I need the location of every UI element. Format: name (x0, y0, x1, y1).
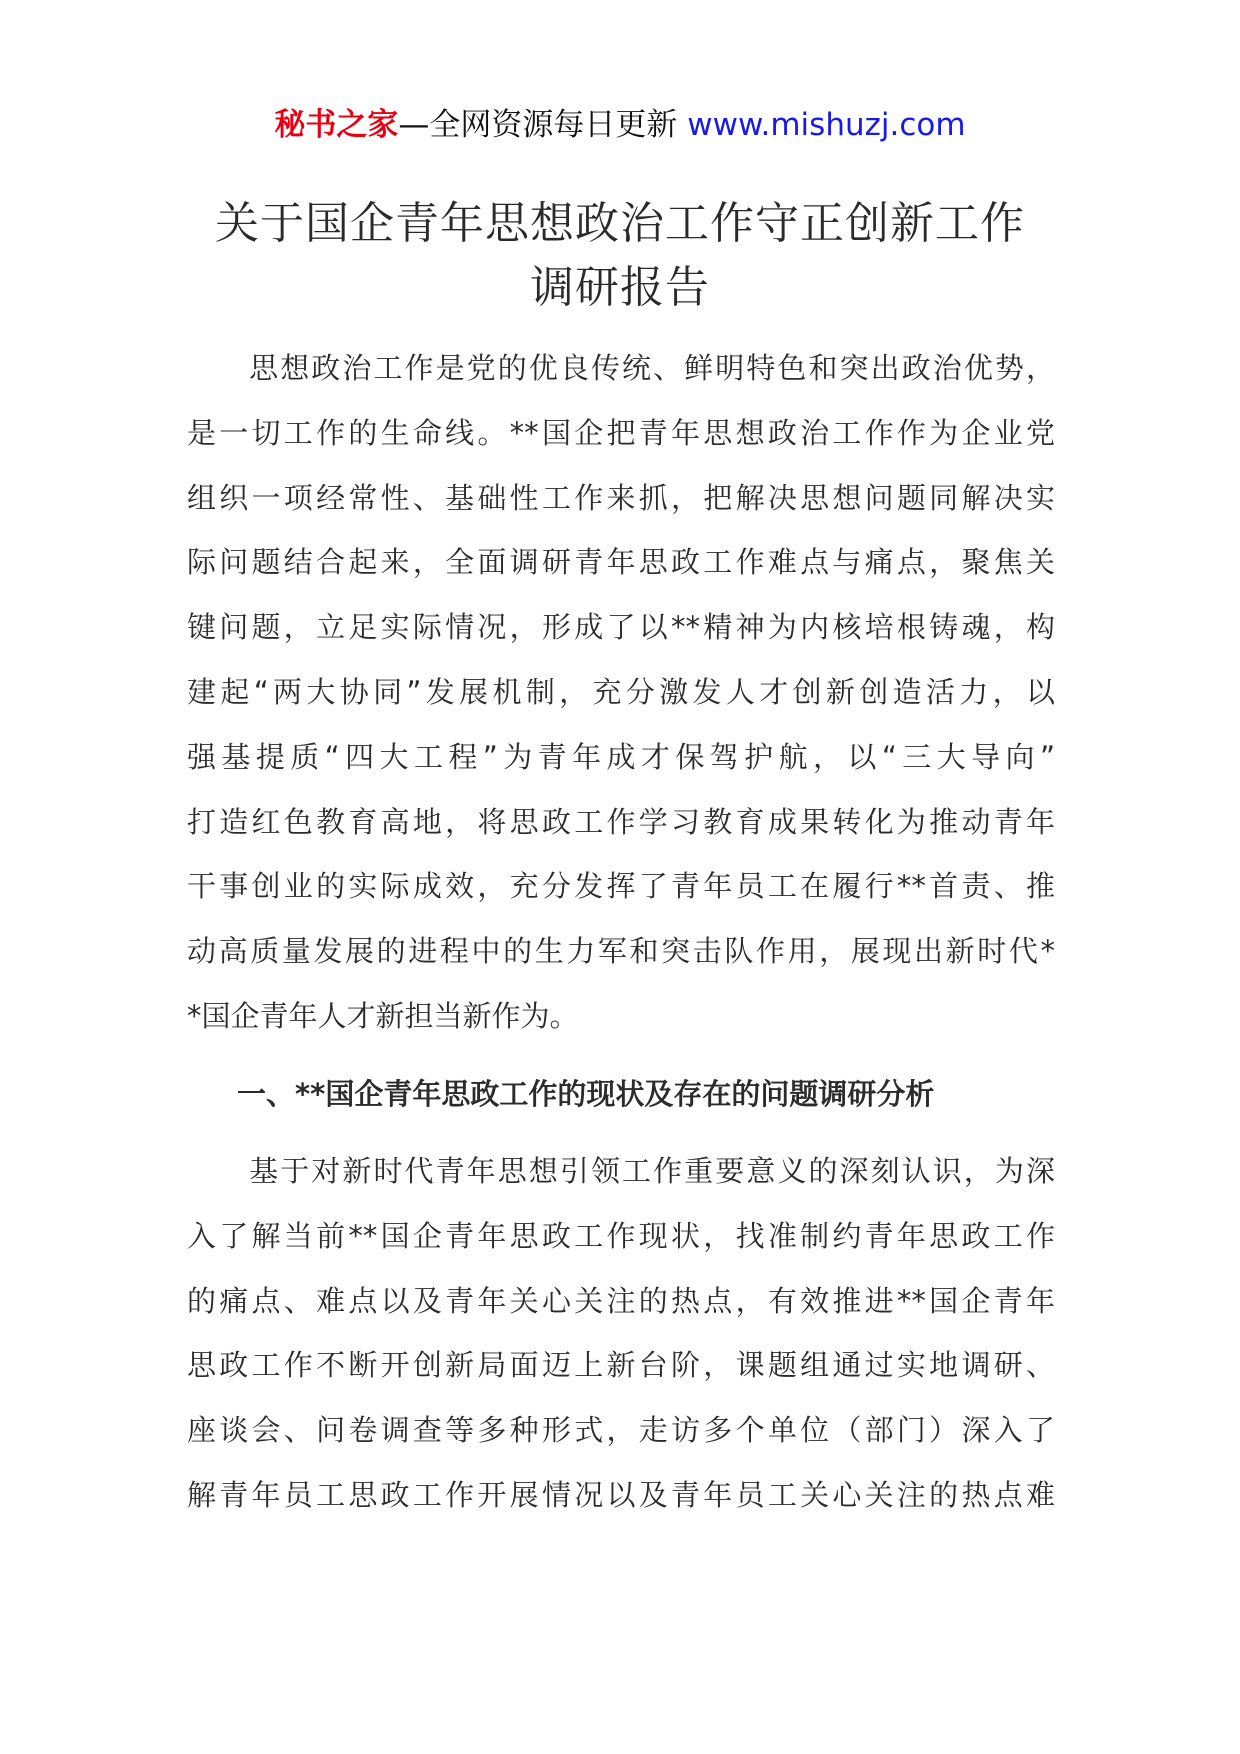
text-line: 是一切工作的生命线。**国企把青年思想政治工作作为企业党 (187, 415, 1055, 450)
title-line: 调研报告 (530, 262, 710, 313)
text-line: 的痛点、难点以及青年关心关注的热点，有效推进**国企青年 (187, 1283, 1055, 1318)
text-line: 思政工作不断开创新局面迈上新台阶，课题组通过实地调研、 (187, 1348, 1055, 1383)
text-line: 解青年员工思政工作开展情况以及青年员工关心关注的热点难 (187, 1477, 1055, 1512)
text-line: 座谈会、问卷调查等多种形式，走访多个单位（部门）深入了 (187, 1413, 1055, 1448)
title-line: 关于国企青年思想政治工作守正创新工作 (215, 198, 1025, 249)
header-tagline: —全网资源每日更新 (398, 107, 678, 143)
text-line: 键问题，立足实际情况，形成了以**精神为内核培根铸魂，构 (187, 610, 1055, 645)
site-header (0, 100, 1240, 150)
text-line: 组织一项经常性、基础性工作来抓，把解决思想问题同解决实 (187, 480, 1055, 515)
document-title (150, 192, 1090, 320)
text-line: 打造红色教育高地，将思政工作学习教育成果转化为推动青年 (187, 804, 1055, 839)
text-line: 基于对新时代青年思想引领工作重要意义的深刻认识，为深 (187, 1154, 1055, 1188)
text-line: 入了解当前**国企青年思政工作现状，找准制约青年思政工作 (187, 1218, 1055, 1253)
paragraph-intro (187, 336, 1055, 1049)
text-line: 干事创业的实际成效，充分发挥了青年员工在履行**首责、推 (187, 869, 1055, 904)
text-line: 建起“两大协同”发展机制，充分激发人才创新创造活力，以 (187, 674, 1055, 709)
text-line: 思想政治工作是党的优良传统、鲜明特色和突出政治优势， (187, 351, 1055, 385)
paragraph-research (187, 1139, 1055, 1528)
text-line: 动高质量发展的进程中的生力军和突击队作用，展现出新时代* (187, 934, 1055, 969)
brand-name: 秘书之家 (274, 107, 399, 143)
text-line: 强基提质“四大工程”为青年成才保驾护航，以“三大导向” (187, 739, 1055, 774)
section-heading: 一、**国企青年思政工作的现状及存在的问题调研分析 (237, 1077, 935, 1111)
site-url: www.mishuzj.com (687, 107, 966, 143)
text-line: *国企青年人才新担当新作为。 (187, 998, 579, 1033)
text-line: 际问题结合起来，全面调研青年思政工作难点与痛点，聚焦关 (187, 545, 1055, 580)
